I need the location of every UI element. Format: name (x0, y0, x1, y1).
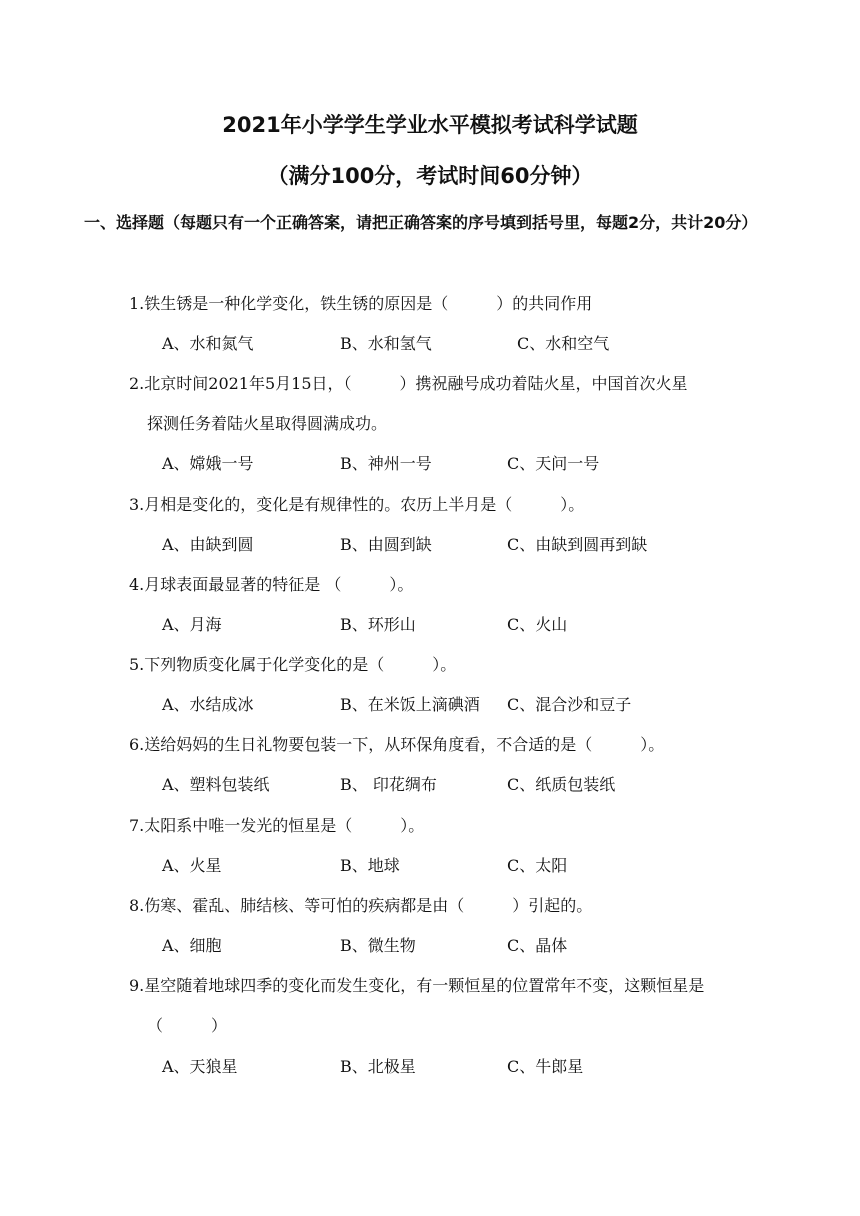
option-a: A、细胞 (162, 936, 222, 955)
question-6: 6.送给妈妈的生日礼物要包装一下，从环保角度看，不合适的是（ ）。 (129, 735, 665, 754)
option-a: A、火星 (162, 856, 222, 875)
option-b: B、神州一号 (340, 454, 432, 473)
exam-subtitle: （满分100分，考试时间60分钟） (267, 164, 593, 188)
question-2: 2.北京时间2021年5月15日，（ ）携祝融号成功着陆火星，中国首次火星 (129, 374, 688, 393)
option-c: C、天问一号 (507, 454, 600, 473)
option-a: A、水结成冰 (162, 695, 254, 714)
option-c: C、混合沙和豆子 (507, 695, 632, 714)
option-b: B、在米饭上滴碘酒 (340, 695, 480, 714)
question-1: 1.铁生锈是一种化学变化，铁生锈的原因是（ ）的共同作用 (129, 294, 593, 313)
question-4: 4.月球表面最显著的特征是 （ ）。 (129, 575, 414, 594)
option-b: B、环形山 (340, 615, 416, 634)
option-b: B、由圆到缺 (340, 535, 432, 554)
question-2-continued: 探测任务着陆火星取得圆满成功。 (147, 414, 388, 433)
option-a: A、天狼星 (162, 1057, 238, 1076)
exam-title: 2021年小学学生学业水平模拟考试科学试题 (222, 113, 638, 137)
option-a: A、水和氮气 (162, 334, 254, 353)
question-9-continued: （ ） (147, 1016, 228, 1035)
option-b: B、水和氢气 (340, 334, 432, 353)
question-5: 5.下列物质变化属于化学变化的是（ ）。 (129, 655, 457, 674)
option-b: B、地球 (340, 856, 400, 875)
question-3: 3.月相是变化的，变化是有规律性的。农历上半月是（ ）。 (129, 495, 585, 514)
option-c: C、晶体 (507, 936, 568, 955)
section-heading: 一、选择题（每题只有一个正确答案，请把正确答案的序号填到括号里，每题2分，共计20分） (84, 213, 758, 232)
option-c: C、纸质包装纸 (507, 775, 616, 794)
option-c: C、水和空气 (517, 334, 610, 353)
option-b: B、微生物 (340, 936, 416, 955)
option-c: C、由缺到圆再到缺 (507, 535, 648, 554)
option-a: A、由缺到圆 (162, 535, 254, 554)
question-8: 8.伤寒、霍乱、肺结核、等可怕的疾病都是由（ ）引起的。 (129, 896, 593, 915)
question-9: 9.星空随着地球四季的变化而发生变化，有一颗恒星的位置常年不变，这颗恒星是 (129, 976, 705, 995)
question-7: 7.太阳系中唯一发光的恒星是（ ）。 (129, 816, 425, 835)
option-b: B、 印花绸布 (340, 775, 437, 794)
option-c: C、牛郎星 (507, 1057, 584, 1076)
option-c: C、太阳 (507, 856, 568, 875)
option-c: C、火山 (507, 615, 568, 634)
option-a: A、月海 (162, 615, 222, 634)
option-a: A、嫦娥一号 (162, 454, 254, 473)
option-b: B、北极星 (340, 1057, 416, 1076)
option-a: A、塑料包装纸 (162, 775, 270, 794)
